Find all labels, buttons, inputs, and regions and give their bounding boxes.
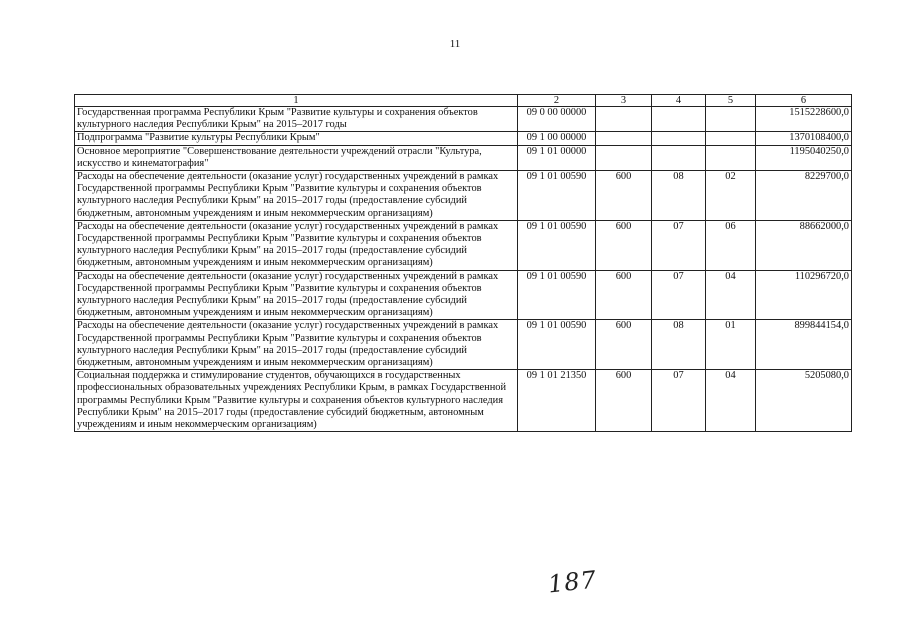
row-col3: 600 <box>596 320 652 370</box>
column-header-6: 6 <box>756 95 852 107</box>
row-description: Расходы на обеспечение деятельности (оказание услуг) государственных учреждений в рамках Государственной программы Республики Крым "Развитие культуры и сохранения объектов культурного наследия Республики Крым" на 2015–2017 годы (предоставление субсидий бюджетным, автономным учреждениям и иным некоммерческим организациям) <box>75 220 518 270</box>
budget-table <box>74 94 852 432</box>
table-row <box>75 132 852 145</box>
row-amount: 899844154,0 <box>756 320 852 370</box>
row-description: Расходы на обеспечение деятельности (оказание услуг) государственных учреждений в рамках Государственной программы Республики Крым "Развитие культуры и сохранения объектов культурного наследия Республики Крым" на 2015–2017 годы (предоставление субсидий бюджетным, автономным учреждениям и иным некоммерческим организациям) <box>75 270 518 320</box>
row-code: 09 1 01 00590 <box>518 270 596 320</box>
column-header-1: 1 <box>75 95 518 107</box>
row-amount: 1195040250,0 <box>756 145 852 170</box>
row-description: Расходы на обеспечение деятельности (оказание услуг) государственных учреждений в рамках Государственной программы Республики Крым "Развитие культуры и сохранения объектов культурного наследия Республики Крым" на 2015–2017 годы (предоставление субсидий бюджетным, автономным учреждениям и иным некоммерческим организациям) <box>75 320 518 370</box>
row-description: Основное мероприятие "Совершенствование деятельности учреждений отрасли "Культура, искусство и кинематография" <box>75 145 518 170</box>
row-description: Социальная поддержка и стимулирование студентов, обучающихся в государственных профессиональных образовательных учреждениях Республики Крым, в рамках Государственной программы Республики Крым "Развитие культуры и сохранения объектов культурного наследия Республики Крым" на 2015–2017 годы (предоставление субсидий бюджетным, автономным учреждениям и иным некоммерческим организациям) <box>75 370 518 432</box>
table-row <box>75 107 852 132</box>
column-header-4: 4 <box>652 95 706 107</box>
row-col4: 08 <box>652 320 706 370</box>
table-row <box>75 220 852 270</box>
row-amount: 5205080,0 <box>756 370 852 432</box>
row-col3 <box>596 145 652 170</box>
row-col5: 04 <box>706 370 756 432</box>
row-col5 <box>706 145 756 170</box>
row-col5: 06 <box>706 220 756 270</box>
row-code: 09 1 01 00000 <box>518 145 596 170</box>
row-amount: 8229700,0 <box>756 171 852 221</box>
table-row <box>75 270 852 320</box>
row-col5 <box>706 132 756 145</box>
table-row <box>75 171 852 221</box>
row-description: Расходы на обеспечение деятельности (оказание услуг) государственных учреждений в рамках Государственной программы Республики Крым "Развитие культуры и сохранения объектов культурного наследия Республики Крым" на 2015–2017 годы (предоставление субсидий бюджетным, автономным учреждениям и иным некоммерческим организациям) <box>75 171 518 221</box>
row-col5 <box>706 107 756 132</box>
row-amount: 1515228600,0 <box>756 107 852 132</box>
row-col4 <box>652 132 706 145</box>
row-code: 09 1 01 00590 <box>518 220 596 270</box>
row-col3 <box>596 107 652 132</box>
row-col4 <box>652 145 706 170</box>
row-col3: 600 <box>596 270 652 320</box>
row-amount: 1370108400,0 <box>756 132 852 145</box>
row-col4: 07 <box>652 370 706 432</box>
row-code: 09 1 01 21350 <box>518 370 596 432</box>
row-col3: 600 <box>596 220 652 270</box>
row-col3: 600 <box>596 370 652 432</box>
column-header-5: 5 <box>706 95 756 107</box>
row-amount: 88662000,0 <box>756 220 852 270</box>
row-code: 09 1 01 00590 <box>518 320 596 370</box>
row-col5: 04 <box>706 270 756 320</box>
row-col5: 02 <box>706 171 756 221</box>
row-description: Государственная программа Республики Крым "Развитие культуры и сохранения объектов культурного наследия Республики Крым" на 2015–2017 годы <box>75 107 518 132</box>
row-col4: 07 <box>652 270 706 320</box>
column-header-3: 3 <box>596 95 652 107</box>
row-code: 09 0 00 00000 <box>518 107 596 132</box>
table-row <box>75 145 852 170</box>
row-code: 09 1 00 00000 <box>518 132 596 145</box>
row-col3 <box>596 132 652 145</box>
row-col4: 07 <box>652 220 706 270</box>
table-header-row <box>75 95 852 107</box>
column-header-2: 2 <box>518 95 596 107</box>
row-description: Подпрограмма "Развитие культуры Республики Крым" <box>75 132 518 145</box>
page-number: 11 <box>449 38 461 50</box>
row-col3: 600 <box>596 171 652 221</box>
row-amount: 110296720,0 <box>756 270 852 320</box>
row-code: 09 1 01 00590 <box>518 171 596 221</box>
table-row <box>75 320 852 370</box>
handwritten-page-mark: 187 <box>546 565 599 599</box>
row-col5: 01 <box>706 320 756 370</box>
table-row <box>75 370 852 432</box>
row-col4 <box>652 107 706 132</box>
row-col4: 08 <box>652 171 706 221</box>
